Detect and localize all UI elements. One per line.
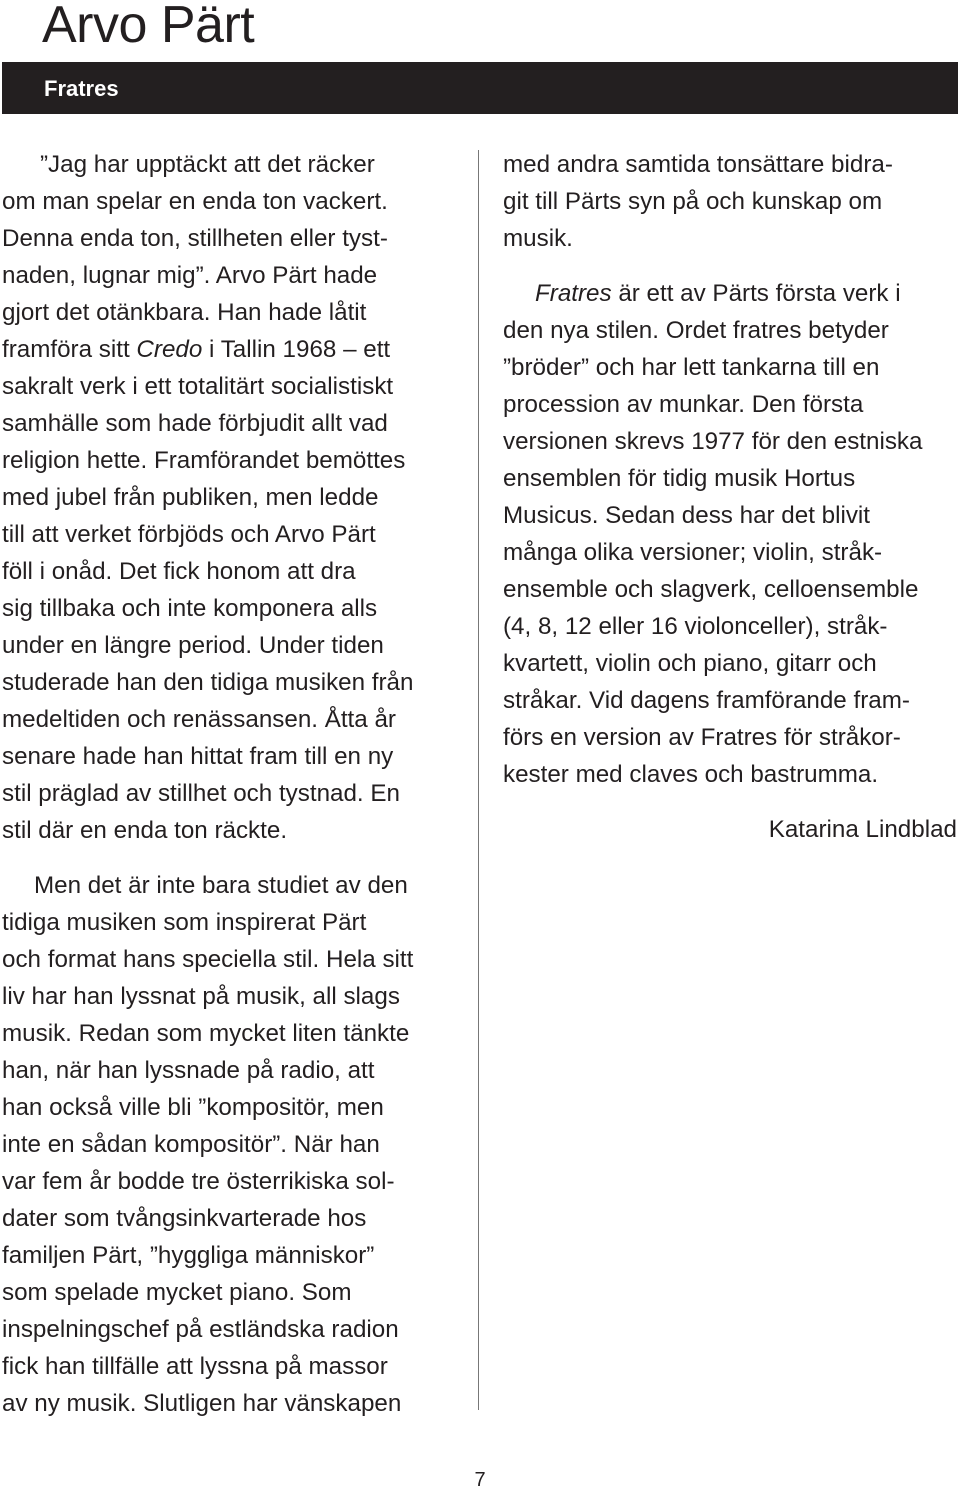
column-divider — [478, 150, 479, 1410]
text-line: senare hade han hittat fram till en ny — [2, 743, 394, 770]
text-line: kvartett, violin och piano, gitarr och — [503, 650, 877, 677]
text-line: stil där en enda ton räckte. — [2, 817, 288, 844]
text-line: stråkar. Vid dagens framförande fram- — [503, 687, 910, 714]
text-line: studerade han den tidiga musiken från — [2, 669, 414, 696]
text-line: han, när han lyssnade på radio, att — [2, 1057, 375, 1084]
text-line: versionen skrevs 1977 för den estniska — [503, 428, 923, 455]
section-title: Fratres — [44, 76, 119, 101]
text-line: git till Pärts syn på och kunskap om — [503, 188, 883, 215]
text-line: stil präglad av stillhet och tystnad. En — [2, 780, 400, 807]
text-line: musik. Redan som mycket liten tänkte — [2, 1020, 410, 1047]
text-line: familjen Pärt, ”hyggliga människor” — [2, 1242, 375, 1269]
text-line: inspelningschef på estländska radion — [2, 1316, 399, 1343]
text-line: ensemblen för tidig musik Hortus — [503, 465, 856, 492]
text-line-with-italic — [2, 331, 470, 368]
text-line: Men det är inte bara studiet av den — [34, 872, 408, 899]
text-line: ensemble och slagverk, celloensemble — [503, 576, 919, 603]
page-title: Arvo Pärt — [42, 0, 255, 54]
text-line: ”Jag har upptäckt att det räcker — [40, 151, 375, 178]
text-line: med jubel från publiken, men ledde — [2, 484, 379, 511]
text-line: Musicus. Sedan dess har det blivit — [503, 502, 871, 529]
text-line: tidiga musiken som inspirerat Pärt — [2, 909, 367, 936]
italic-work-title: Fratres — [535, 280, 612, 307]
text-line: om man spelar en enda ton vackert. — [2, 188, 388, 215]
text-line: dater som tvångsinkvarterade hos — [2, 1205, 367, 1232]
italic-work-title: Credo — [136, 336, 203, 363]
text-line: ”bröder” och har lett tankarna till en — [503, 354, 880, 381]
text-line: förs en version av Fratres för stråkor- — [503, 724, 901, 751]
text-line: han också ville bli ”kompositör, men — [2, 1094, 384, 1121]
left-column — [2, 146, 470, 1422]
text-line: medeltiden och renässansen. Åtta år — [2, 706, 396, 733]
text-line-with-italic — [503, 275, 959, 312]
text-line: under en längre period. Under tiden — [2, 632, 384, 659]
text-line: med andra samtida tonsättare bidra- — [503, 151, 893, 178]
text-line: religion hette. Framförandet bemöttes — [2, 447, 406, 474]
text-run: är ett av Pärts första verk i — [611, 280, 901, 307]
text-line: den nya stilen. Ordet fratres betyder — [503, 317, 889, 344]
text-line: till att verket förbjöds och Arvo Pärt — [2, 521, 376, 548]
text-line: var fem år bodde tre österrikiska sol- — [2, 1168, 395, 1195]
author-signature: Katarina Lindblad — [768, 816, 957, 843]
text-line: och format hans speciella stil. Hela sitt — [2, 946, 414, 973]
text-line: musik. — [503, 225, 573, 252]
text-line: (4, 8, 12 eller 16 violonceller), stråk- — [503, 613, 888, 640]
page-number: 7 — [474, 1469, 486, 1491]
text-line: Denna enda ton, stillheten eller tyst- — [2, 225, 388, 252]
text-line: föll i onåd. Det fick honom att dra — [2, 558, 356, 585]
text-line: fick han tillfälle att lyssna på massor — [2, 1353, 388, 1380]
text-line: naden, lugnar mig”. Arvo Pärt hade — [2, 262, 378, 289]
text-line: sakralt verk i ett totalitärt socialistiskt — [2, 373, 394, 400]
text-line: av ny musik. Slutligen har vänskapen — [2, 1390, 402, 1417]
text-run: framföra sitt — [2, 336, 130, 363]
text-line: sig tillbaka och inte komponera alls — [2, 595, 378, 622]
text-line: gjort det otänkbara. Han hade låtit — [2, 299, 367, 326]
text-run: i Tallin 1968 – ett — [209, 336, 391, 363]
section-header-bar — [2, 62, 958, 114]
text-line: liv har han lyssnat på musik, all slags — [2, 983, 400, 1010]
right-column — [503, 146, 959, 848]
text-line: inte en sådan kompositör”. När han — [2, 1131, 380, 1158]
text-line: procession av munkar. Den första — [503, 391, 864, 418]
text-line: många olika versioner; violin, stråk- — [503, 539, 883, 566]
text-line: kester med claves och bastrumma. — [503, 761, 879, 788]
text-line: som spelade mycket piano. Som — [2, 1279, 352, 1306]
text-line: samhälle som hade förbjudit allt vad — [2, 410, 388, 437]
